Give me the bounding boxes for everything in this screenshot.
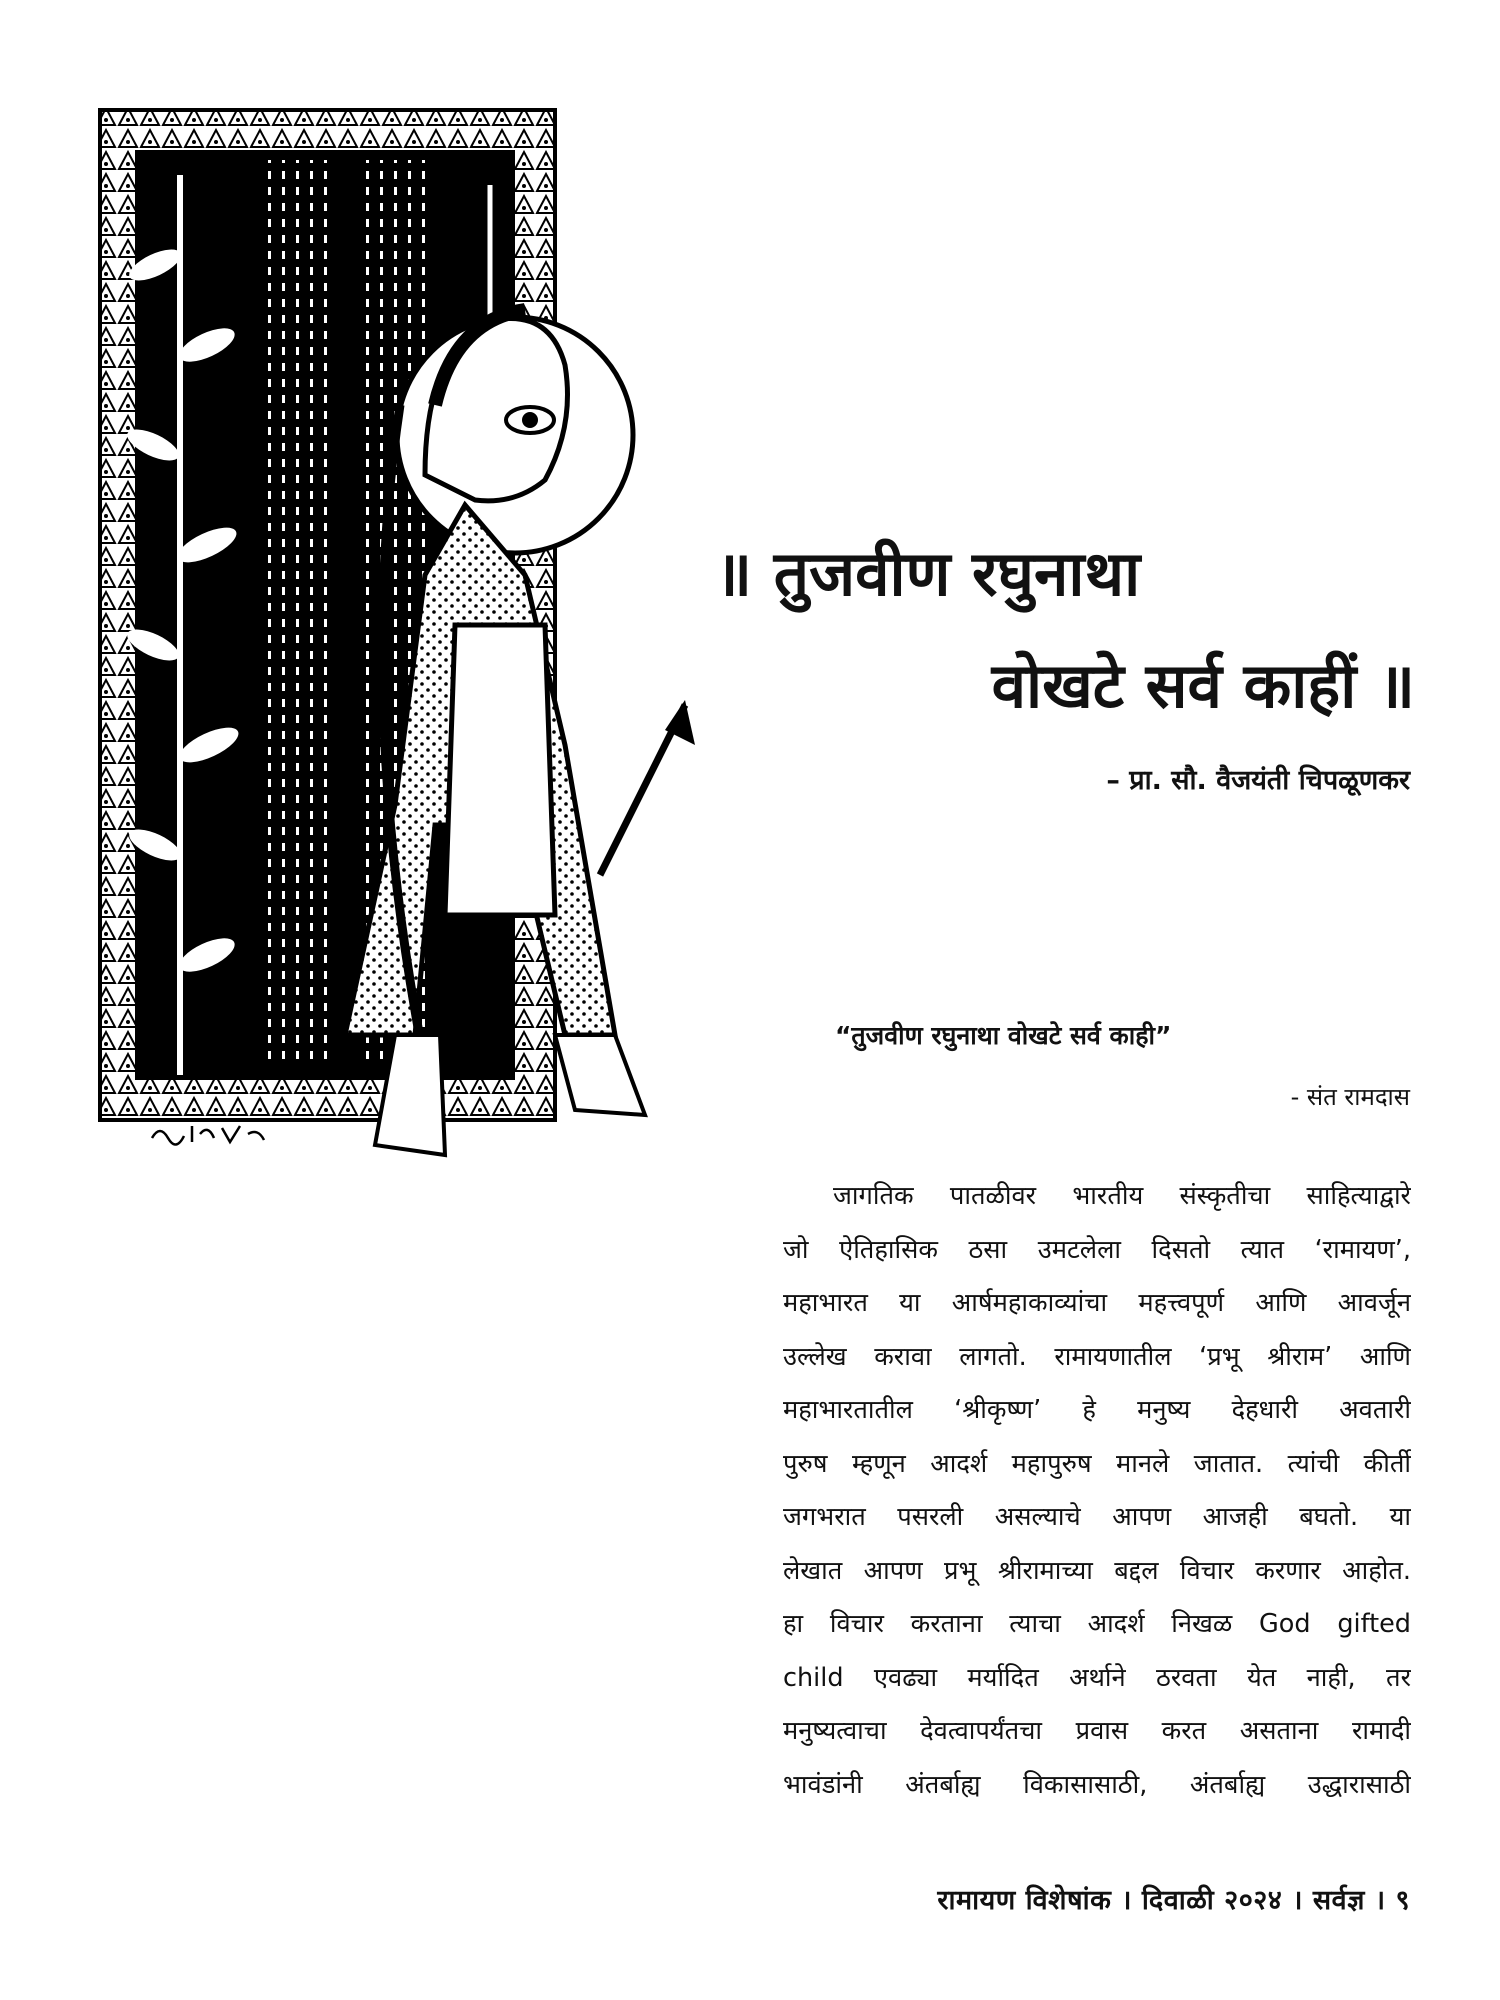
epigraph-quote: “तुजवीण रघुनाथा वोखटे सर्व काही” (835, 1021, 1172, 1050)
author-byline: – प्रा. सौ. वैजयंती चिपळूणकर (1106, 765, 1410, 796)
body-line: मनुष्यत्वाचा देवत्वापर्यंतचा प्रवास करत असताना रामादी (783, 1716, 1411, 1746)
body-line: भावंडांनी अंतर्बाह्य विकासासाठी, अंतर्बाह्य उद्धारासाठी (783, 1769, 1411, 1800)
body-line: पुरुष म्हणून आदर्श महापुरुष मानले जातात. त्यांची कीर्ती (783, 1448, 1411, 1479)
article-body (783, 1170, 1411, 1812)
body-line: जो ऐतिहासिक ठसा उमटलेला दिसतो त्यात ‘रामायण’, (783, 1234, 1411, 1265)
artist-signature (148, 1118, 268, 1148)
body-line: लेखात आपण प्रभू श्रीरामाच्या बद्दल विचार करणार आहोत. (783, 1555, 1411, 1586)
body-line: उल्लेख करावा लागतो. रामायणातील ‘प्रभू श्रीराम’ आणि (783, 1341, 1411, 1372)
title-line-1: ॥ तुजवीण रघुनाथा (715, 537, 1141, 610)
body-line: महाभारत या आर्षमहाकाव्यांचा महत्त्वपूर्ण आणि आवर्जून (783, 1288, 1411, 1318)
body-line: महाभारतातील ‘श्रीकृष्ण’ हे मनुष्य देहधारी अवतारी (783, 1395, 1411, 1425)
page-footer: रामायण विशेषांक । दिवाळी २०२४ । सर्वज्ञ । ९ (937, 1885, 1410, 1916)
body-line: child एवढ्या मर्यादित अर्थाने ठरवता येत नाही, तर (783, 1662, 1411, 1693)
epigraph-attribution: - संत रामदास (1290, 1083, 1410, 1111)
article-title (715, 518, 1415, 742)
title-line-2: वोखटे सर्व काहीं ॥ (991, 649, 1415, 722)
body-line: जगभरात पसरली असल्याचे आपण आजही बघतो. या (783, 1502, 1411, 1532)
body-line: जागतिक पातळीवर भारतीय संस्कृतीचा साहित्याद्वारे (833, 1181, 1411, 1211)
body-line: हा विचार करताना त्याचा आदर्श निखळ God gifted (783, 1609, 1411, 1639)
rama-illustration (95, 105, 695, 1175)
